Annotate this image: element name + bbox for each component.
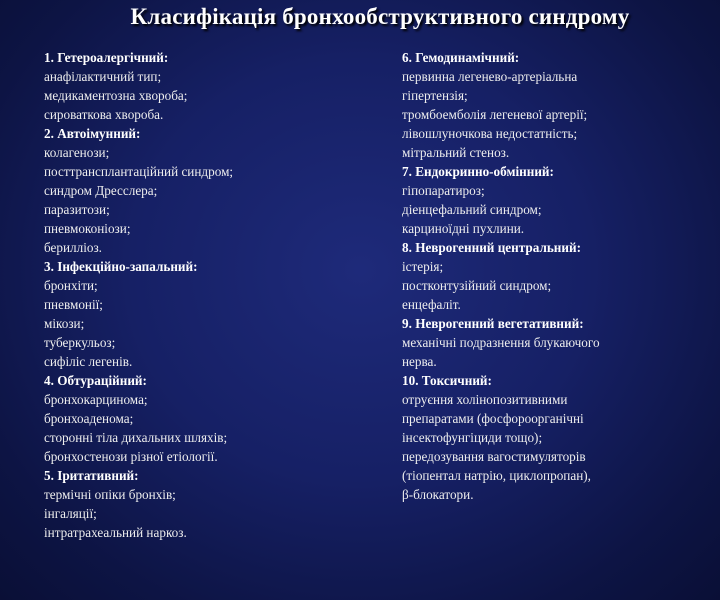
left-list-item: колагенози;	[44, 145, 110, 160]
right-list-item: постконтузійний синдром;	[402, 278, 552, 293]
left-list-item: термічні опіки бронхів;	[44, 487, 176, 502]
left-category-heading: 5. Іритативний:	[44, 468, 139, 483]
right-list-item: діенцефальний синдром;	[402, 202, 542, 217]
right-list-item: передозування вагостимуляторів	[402, 449, 586, 464]
left-category-heading: 3. Інфекційно-запальний:	[44, 259, 198, 274]
right-list-item: мітральний стеноз.	[402, 145, 510, 160]
left-list-item: туберкульоз;	[44, 335, 116, 350]
right-category-heading: 7. Ендокринно-обмінний:	[402, 164, 554, 179]
left-list-item: медикаментозна хвороба;	[44, 88, 188, 103]
left-list-item: сторонні тіла дихальних шляхів;	[44, 430, 228, 445]
right-list-item: первинна легенево-артеріальна	[402, 69, 578, 84]
right-list-item: гіпопаратироз;	[402, 183, 485, 198]
left-list-item: бронхокарцинома;	[44, 392, 148, 407]
right-list-item: препаратами (фосфороорганічні	[402, 411, 584, 426]
right-list-item: (тіопентал натрію, циклопропан),	[402, 468, 591, 483]
right-list-item: гіпертензія;	[402, 88, 468, 103]
right-category-heading: 6. Гемодинамічний:	[402, 50, 520, 65]
right-list-item: інсектофунгіциди тощо);	[402, 430, 543, 445]
right-list-item: β-блокатори.	[402, 487, 474, 502]
right-list-item: механічні подразнення блукаючого	[402, 335, 600, 350]
slide-title: Класифікація бронхообструктивного синдрому	[130, 4, 630, 29]
left-list-item: паразитози;	[44, 202, 110, 217]
right-list-item: нерва.	[402, 354, 437, 369]
right-column	[402, 48, 702, 504]
right-list-item: істерія;	[402, 259, 444, 274]
right-list-item: отруєння холінопозитивними	[402, 392, 568, 407]
left-list-item: синдром Дресслера;	[44, 183, 158, 198]
left-column	[44, 48, 374, 542]
left-category-heading: 2. Автоімунний:	[44, 126, 141, 141]
right-category-heading: 10. Токсичний:	[402, 373, 492, 388]
left-list-item: інтратрахеальний наркоз.	[44, 525, 187, 540]
left-list-item: мікози;	[44, 316, 85, 331]
left-category-heading: 4. Обтураційний:	[44, 373, 147, 388]
left-list-item: берилліоз.	[44, 240, 102, 255]
right-category-heading: 9. Неврогенний вегетативний:	[402, 316, 584, 331]
right-category-heading: 8. Неврогенний центральний:	[402, 240, 581, 255]
left-list-item: анафілактичний тип;	[44, 69, 162, 84]
left-list-item: сифіліс легенів.	[44, 354, 133, 369]
left-list-item: бронхостенози різної етіології.	[44, 449, 218, 464]
left-category-heading: 1. Гетероалергічний:	[44, 50, 169, 65]
left-list-item: бронхоаденома;	[44, 411, 134, 426]
right-list-item: лівошлуночкова недостатність;	[402, 126, 578, 141]
right-list-item: карциноїдні пухлини.	[402, 221, 525, 236]
left-list-item: пневмонії;	[44, 297, 103, 312]
right-list-item: тромбоемболія легеневої артерії;	[402, 107, 588, 122]
left-list-item: інгаляції;	[44, 506, 97, 521]
right-list-item: енцефаліт.	[402, 297, 461, 312]
left-list-item: бронхіти;	[44, 278, 98, 293]
left-list-item: сироваткова хвороба.	[44, 107, 164, 122]
left-list-item: посттрансплантаційний синдром;	[44, 164, 234, 179]
left-list-item: пневмоконіози;	[44, 221, 131, 236]
